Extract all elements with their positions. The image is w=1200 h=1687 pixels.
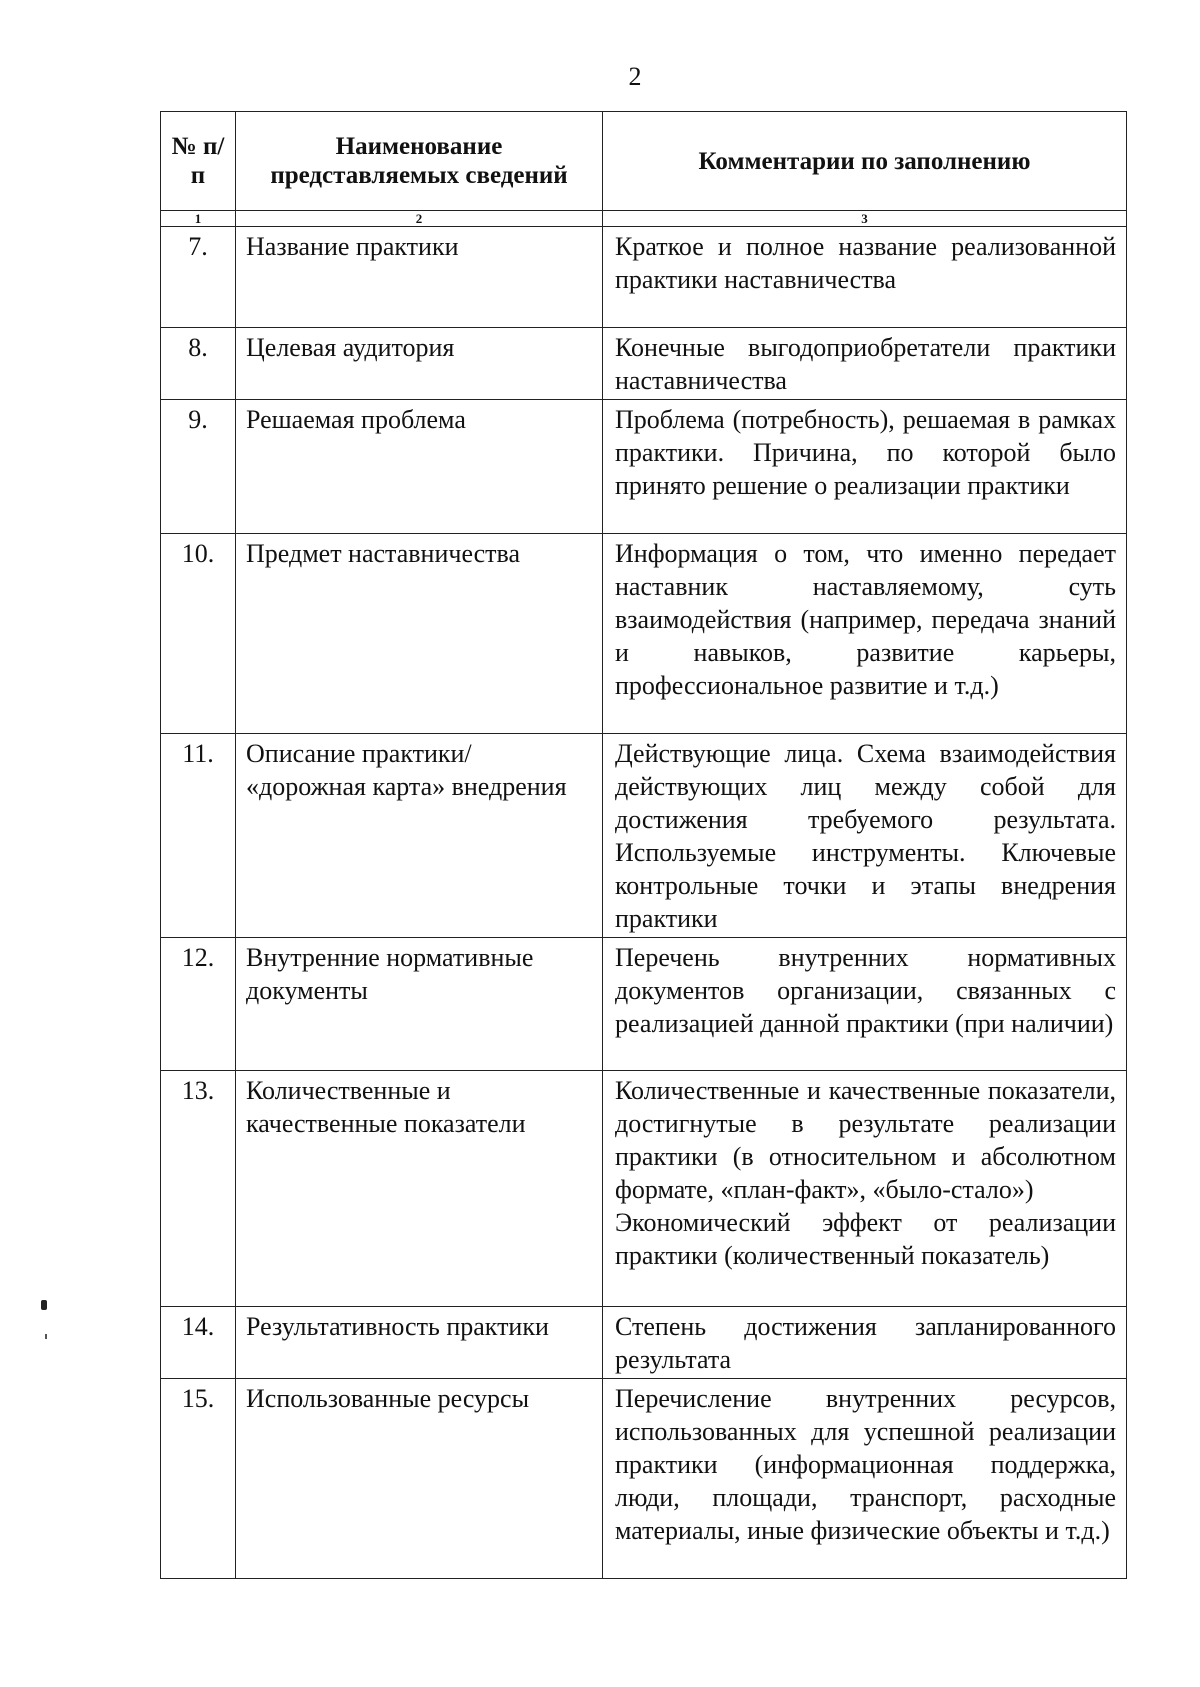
- header-name: Наименование представляемых сведений: [236, 112, 603, 211]
- row-number: 10.: [161, 534, 236, 734]
- table-row: [161, 1379, 1127, 1579]
- table-row: [161, 1307, 1127, 1379]
- row-name: Внутренние нормативные документы: [236, 938, 603, 1071]
- header-number: № п/п: [161, 112, 236, 211]
- comment-text: Действующие лица. Схема взаимодействия действующих лиц между собой для достижения требуемого результата. Используемые инструменты. Ключевые контрольные точки и этапы внедрения практики: [615, 739, 1116, 933]
- comment-text: Количественные и качественные показатели, достигнутые в результате реализации практики (в относительном и абсолютном формате, «план-факт», «было-стало»): [615, 1076, 1116, 1204]
- row-name: Целевая аудитория: [236, 328, 603, 400]
- row-comment: [603, 534, 1127, 734]
- table-row: [161, 400, 1127, 534]
- table-row: [161, 734, 1127, 938]
- row-name: Использованные ресурсы: [236, 1379, 603, 1579]
- row-number: 7.: [161, 227, 236, 328]
- table-row: [161, 534, 1127, 734]
- page-number: 2: [628, 62, 642, 91]
- row-comment: [603, 734, 1127, 938]
- table-row: [161, 938, 1127, 1071]
- column-number-row: [161, 211, 1127, 227]
- row-name: Количественные и качественные показатели: [236, 1071, 603, 1307]
- comment-text: Информация о том, что именно передает наставник наставляемому, суть взаимодействия (например, передача знаний и навыков, развитие карьеры, профессиональное развитие и т.д.): [615, 539, 1116, 700]
- column-number: 3: [603, 211, 1127, 227]
- row-number: 9.: [161, 400, 236, 534]
- comment-text: Экономический эффект от реализации практики (количественный показатель): [615, 1208, 1116, 1270]
- row-comment: [603, 1307, 1127, 1379]
- comment-text: Степень достижения запланированного результата: [615, 1312, 1116, 1374]
- row-name: Решаемая проблема: [236, 400, 603, 534]
- column-number: 1: [161, 211, 236, 227]
- row-number: 8.: [161, 328, 236, 400]
- row-comment: [603, 1379, 1127, 1579]
- row-comment: [603, 328, 1127, 400]
- comment-text: Перечисление внутренних ресурсов, использованных для успешной реализации практики (информационная поддержка, люди, площади, транспорт, расходные материалы, иные физические объекты и т.д.): [615, 1384, 1116, 1545]
- requirements-table: [160, 111, 1127, 1579]
- table-row: [161, 328, 1127, 400]
- row-comment: [603, 227, 1127, 328]
- header-comment: Комментарии по заполнению: [603, 112, 1127, 211]
- scan-speck-mark: [41, 1300, 47, 1310]
- comment-text: Проблема (потребность), решаемая в рамках практики. Причина, по которой было принято решение о реализации практики: [615, 405, 1116, 500]
- row-number: 13.: [161, 1071, 236, 1307]
- row-name: Предмет наставничества: [236, 534, 603, 734]
- comment-text: Конечные выгодоприобретатели практики наставничества: [615, 333, 1116, 395]
- row-number: 11.: [161, 734, 236, 938]
- row-name: Описание практики/ «дорожная карта» внедрения: [236, 734, 603, 938]
- row-comment: [603, 938, 1127, 1071]
- row-name: Результативность практики: [236, 1307, 603, 1379]
- table-header-row: [161, 112, 1127, 211]
- row-number: 12.: [161, 938, 236, 1071]
- column-number: 2: [236, 211, 603, 227]
- comment-text: Перечень внутренних нормативных документов организации, связанных с реализацией данной практики (при наличии): [615, 943, 1116, 1038]
- row-comment: [603, 1071, 1127, 1307]
- row-name: Название практики: [236, 227, 603, 328]
- table-row: [161, 1071, 1127, 1307]
- row-number: 14.: [161, 1307, 236, 1379]
- table-row: [161, 227, 1127, 328]
- row-comment: [603, 400, 1127, 534]
- comment-text: Краткое и полное название реализованной практики наставничества: [615, 232, 1116, 294]
- row-number: 15.: [161, 1379, 236, 1579]
